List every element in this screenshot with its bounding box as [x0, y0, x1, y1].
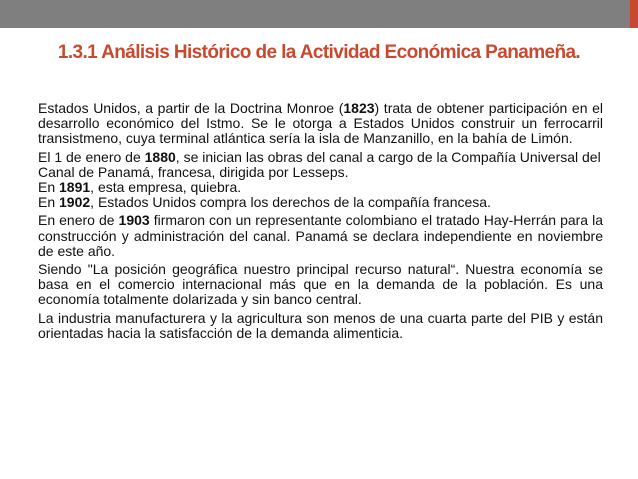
year-1891: 1891	[59, 179, 91, 196]
year-1880: 1880	[144, 148, 176, 165]
paragraph-industria: La industria manufacturera y la agricultura son menos de una cuarta parte del PIB y están orientadas hacia la satisfacción de la demanda alimenticia.	[38, 309, 603, 341]
paragraph-monroe	[38, 101, 603, 147]
year-1903: 1903	[118, 212, 150, 229]
paragraph-text: En enero de	[38, 212, 119, 229]
paragraph-text: ) trata de obtener participación en el desarrollo económico del Istmo. Se le otorga a Estados Unidos construir un ferrocarril transistmeno, cuya terminal atlántica sería la isla de Manzanillo, en la bahía de Limón.	[38, 100, 604, 147]
paragraph-text: En	[38, 194, 60, 211]
paragraph-text: firmaron con un representante colombiano el tratado Hay-Herrán para la construcción y administración del canal. Panamá se declara independiente en noviembre de este año.	[38, 212, 603, 259]
paragraph-text: El 1 de enero de	[38, 148, 145, 165]
paragraph-text: , Estados Unidos compra los derechos de la compañía francesa.	[90, 194, 491, 211]
paragraph-1903	[38, 213, 603, 259]
slide-title: 1.3.1 Análisis Histórico de la Actividad Económica Panameña.	[57, 42, 581, 63]
top-accent-strip	[630, 0, 638, 28]
paragraph-text: En	[38, 179, 60, 196]
year-1823: 1823	[343, 100, 375, 116]
paragraph-text: , se inician las obras del canal a cargo de la Compañía Universal del Canal de Panamá, francesa, dirigida por Lesseps.	[38, 148, 601, 180]
paragraph-geografia: Siendo "La posición geográfica nuestro principal recurso natural“. Nuestra economía se basa en el comercio internacional más que en la demanda de la población. Es una economía totalmente dolarizada y sin banco central.	[38, 261, 603, 308]
top-bar	[0, 0, 638, 28]
paragraph-1891	[38, 180, 603, 195]
year-1902: 1902	[59, 194, 91, 211]
paragraph-1880	[38, 150, 603, 180]
paragraph-1902	[38, 195, 603, 210]
paragraph-text: Estados Unidos, a partir de la Doctrina Monroe (	[38, 100, 344, 116]
slide-body	[38, 101, 603, 344]
paragraph-text: , esta empresa, quiebra.	[90, 179, 242, 196]
